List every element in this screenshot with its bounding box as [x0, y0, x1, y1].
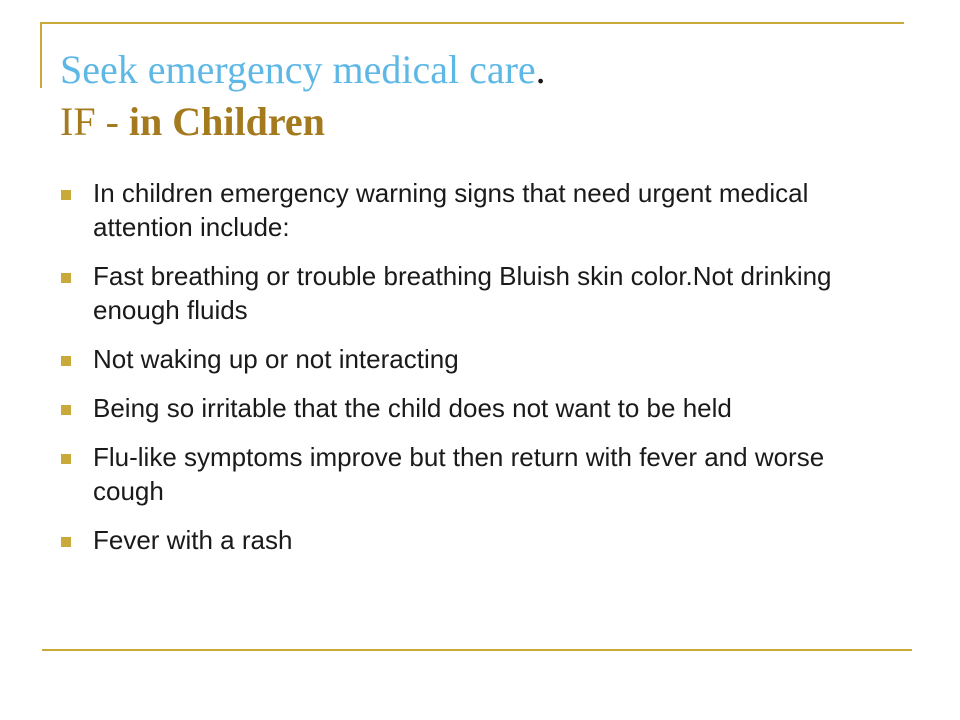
bullet-list — [60, 176, 900, 572]
bullet-item — [60, 523, 900, 557]
left-border-line — [40, 22, 42, 88]
bullet-item — [60, 391, 900, 425]
bullet-item — [60, 440, 900, 508]
title-main: Seek emergency medical care — [60, 47, 536, 92]
bullet-text: Fever with a rash — [93, 525, 293, 555]
square-bullet-icon — [61, 356, 71, 366]
square-bullet-icon — [61, 273, 71, 283]
bullet-text: Being so irritable that the child does not want to be held — [93, 393, 732, 423]
square-bullet-icon — [61, 405, 71, 415]
bullet-item — [60, 259, 900, 327]
bullet-text: Fast breathing or trouble breathing Bluish skin color.Not drinking enough fluids — [93, 261, 832, 325]
title-period: . — [535, 47, 546, 92]
top-border-line — [40, 22, 904, 24]
bullet-text: Not waking up or not interacting — [93, 344, 459, 374]
bullet-text: Flu-like symptoms improve but then return with fever and worse cough — [93, 442, 825, 506]
bullet-item — [60, 176, 900, 244]
title-subject: in Children — [128, 99, 325, 144]
square-bullet-icon — [61, 454, 71, 464]
square-bullet-icon — [61, 537, 71, 547]
bullet-item — [60, 342, 900, 376]
bullet-text: In children emergency warning signs that need urgent medical attention include: — [93, 178, 809, 242]
bottom-border-line — [42, 649, 912, 651]
title-if-prefix: IF - — [60, 99, 129, 144]
slide-title — [60, 44, 920, 148]
square-bullet-icon — [61, 190, 71, 200]
